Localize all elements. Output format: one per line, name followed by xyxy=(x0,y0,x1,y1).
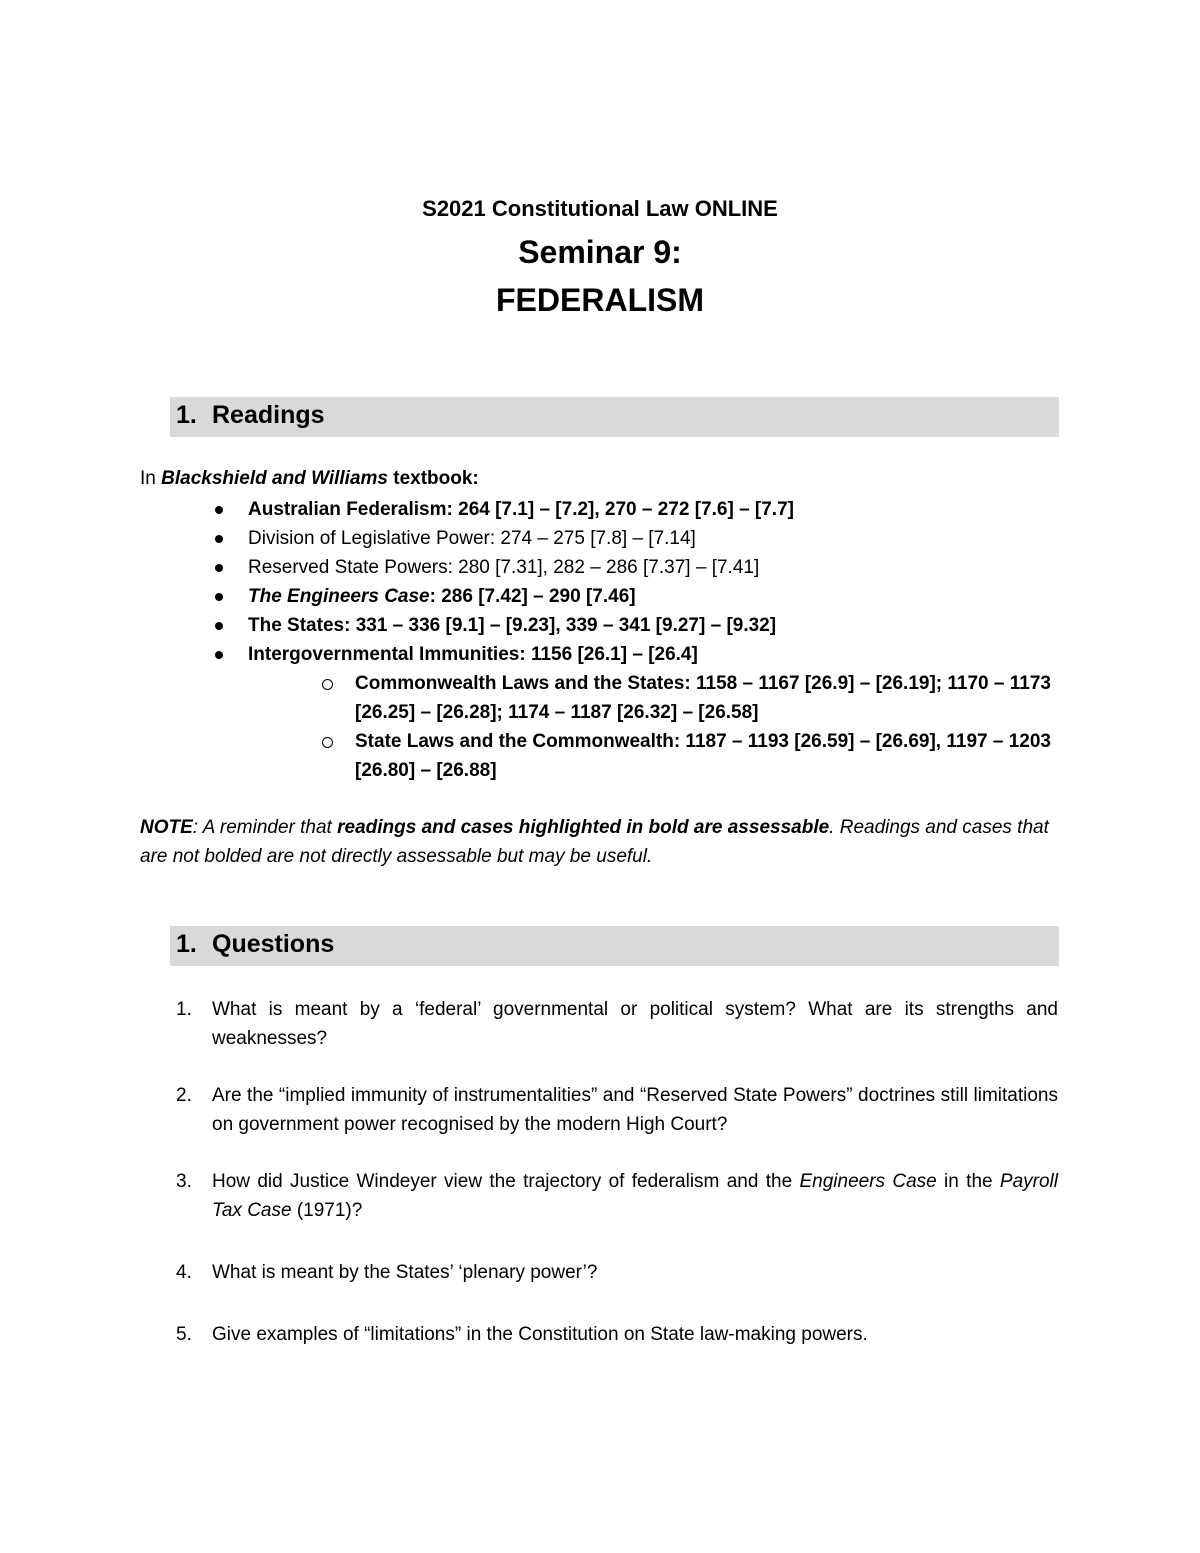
readings-heading-number: 1. xyxy=(176,401,197,429)
case-name: Engineers Case xyxy=(799,1171,937,1192)
bullet-icon xyxy=(215,651,223,659)
document-page: S2021 Constitutional Law ONLINE Seminar 9: FEDERALISM 1. Readings In Blackshield and Williams textbook: Australian Federalism: 264 [7.1] – [7.2], 270 – 272 [7.6] – [7.7] Division of Legislative Power: 274 – 275 [7.8] – [7.14] Reserved State Powers: 280 [7.31], 282 – 286 [7.37] – [7.41] The Engineers Case: 286 [7.42] – 290 [7.46] The States: 331 – 336 [9.1] – [9.23], 339 – 341 [9.27] – [9.32] Intergovernmental Immunities: 1156 [26.1] – [26.4] Commonwealth Laws and the States: 1158 – 1167 [26.9] – [26.19]; 1170 – 1173 [26.25] – [26.28]; 1174 – 1187 [26.32] – [26.58] State Laws and the Commonwealth: 1187 – 1193 [26.59] – [26.69], 1197 – 1203 [26.80] – [26.88] NOTE: A reminder that readings and cases highlighted in bold are assessable. Readings and cases that are not bolded are not directly assessable but may be useful. 1. Questions 1. What is meant by a ‘federal’ governmental or political system? What are its strengths and weaknesses? 2. Are the “implied immunity of instrumentalities” and “Reserved State Powers” doctrines still limitations on government power recognised by the modern High Court? 3. How did Justice Windeyer view the trajectory of federalism and the Engineers Case in the Payroll Tax Case (1971)? 4. What is meant by the States’ ‘plenary power’? 5. Give examples of “limitations” in the Constitution on State law-making powers. xyxy=(0,0,1200,1553)
questions-heading: Questions xyxy=(212,930,335,958)
bullet-icon xyxy=(215,506,223,514)
readings-heading: Readings xyxy=(212,401,325,429)
questions-heading-bar xyxy=(170,926,1059,966)
circle-bullet-icon xyxy=(322,679,333,690)
case-name: Payroll Tax Case xyxy=(212,1171,1058,1221)
bullet-icon xyxy=(215,564,223,572)
readings-heading-bar xyxy=(170,397,1059,437)
bullet-icon xyxy=(215,535,223,543)
topic-title: FEDERALISM xyxy=(496,282,704,318)
course-title: S2021 Constitutional Law ONLINE xyxy=(422,196,778,221)
questions-heading-number: 1. xyxy=(176,930,197,958)
circle-bullet-icon xyxy=(322,737,333,748)
bullet-icon xyxy=(215,593,223,601)
case-name: The Engineers Case xyxy=(248,586,430,607)
textbook-title: Blackshield and Williams xyxy=(161,468,388,489)
assessment-note: NOTE: A reminder that readings and cases highlighted in bold are assessable. Readings and cases that are not bolded are not directly assessable but may be useful. xyxy=(140,817,1049,867)
note-label: NOTE xyxy=(140,817,193,838)
seminar-title: Seminar 9: xyxy=(518,234,682,270)
readings-intro: In Blackshield and Williams textbook: xyxy=(140,468,479,489)
bullet-icon xyxy=(215,622,223,630)
